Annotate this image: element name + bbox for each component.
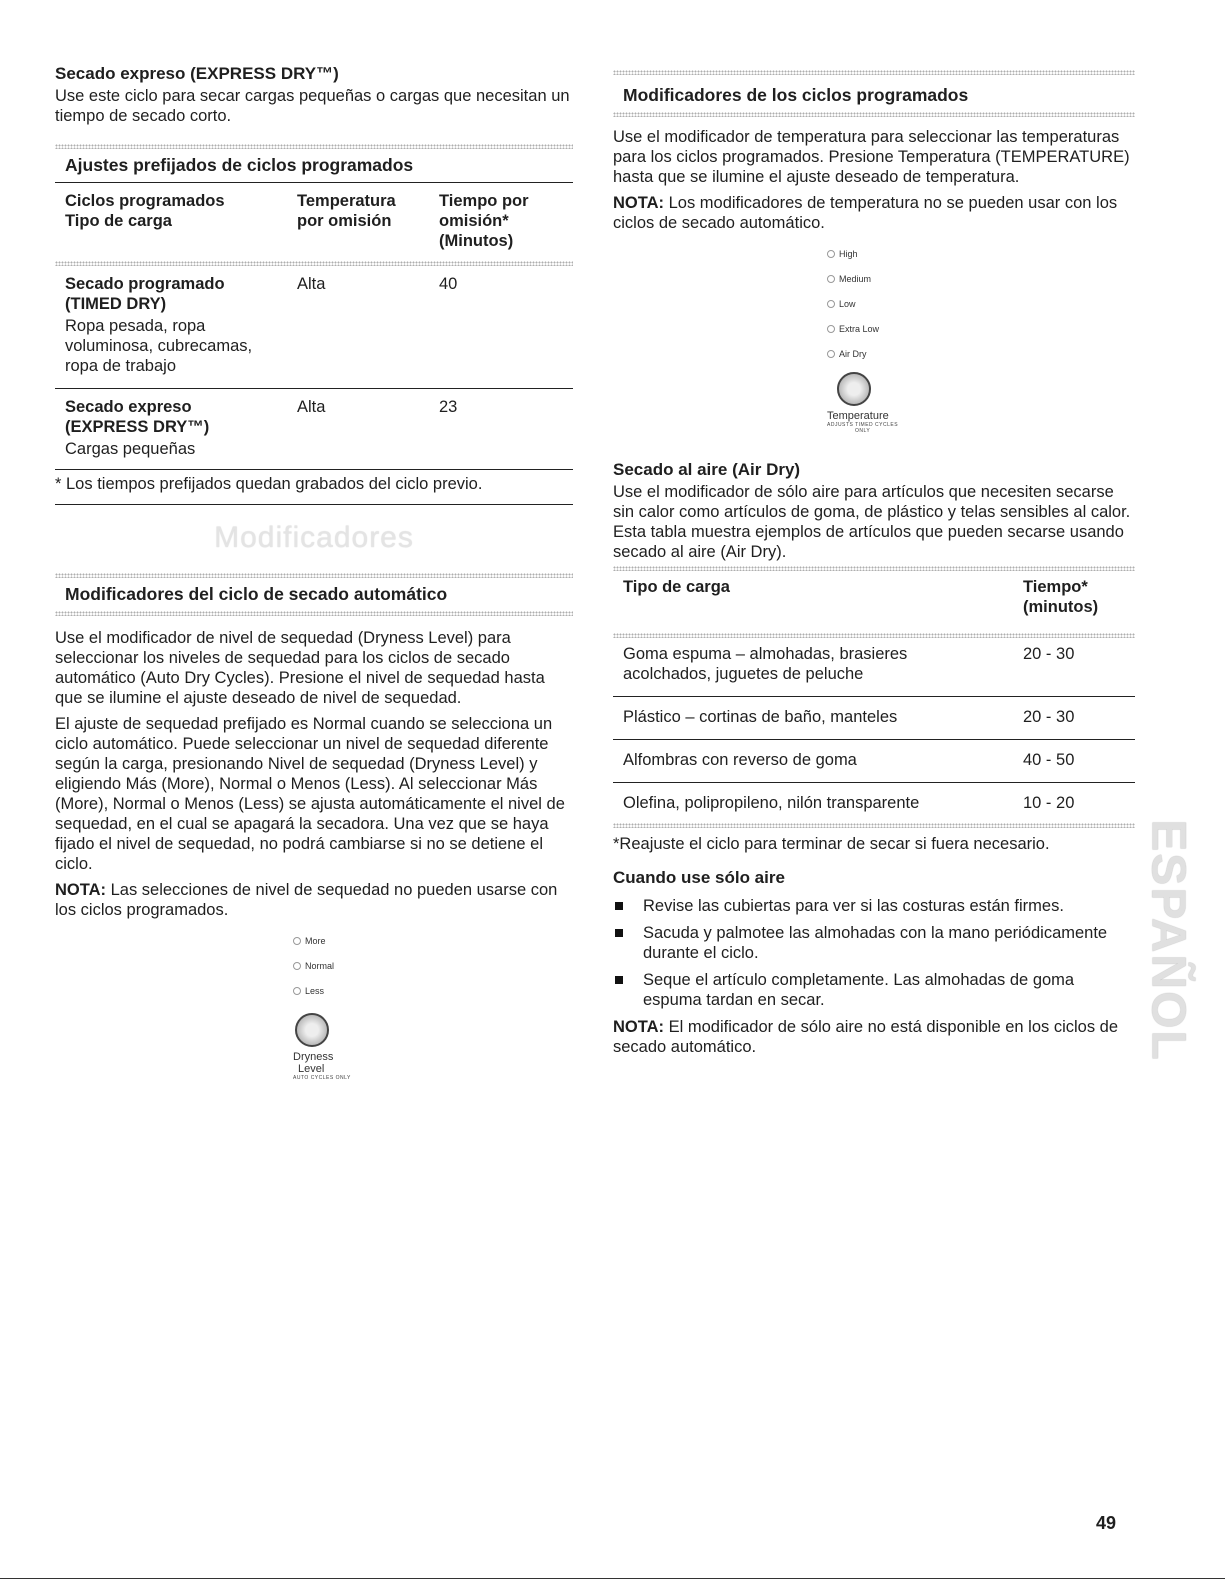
air-time: 20 - 30	[1023, 645, 1075, 663]
bottom-rule	[0, 1578, 1225, 1579]
air-load: Goma espuma – almohadas, brasieres acolchados, juguetes de peluche	[623, 645, 908, 683]
temp-option-high: High	[827, 247, 907, 272]
temp-option-extra-low: Extra Low	[827, 322, 907, 347]
note-text: El modificador de sólo aire no está disponible en los ciclos de secado automático.	[613, 1018, 1119, 1056]
table-row	[613, 644, 1135, 697]
list-item: Seque el artículo completamente. Las almohadas de goma espuma tardan en secar.	[613, 970, 1135, 1010]
dotted-divider	[613, 633, 1135, 638]
header-temperature: Temperatura	[297, 192, 396, 210]
air-only-title: Cuando use sólo aire	[613, 868, 785, 887]
air-dry-footnote: *Reajuste el ciclo para terminar de secar si fuera necesario.	[613, 835, 1050, 853]
language-side-tab: ESPAÑOL	[1141, 818, 1195, 1062]
temperature-sub-only: ONLY	[855, 428, 871, 434]
header-minutes: (Minutos)	[439, 232, 514, 250]
temperature-sub: ADJUSTS TIMED CYCLES	[827, 422, 899, 428]
indicator-light-icon	[293, 987, 301, 995]
dryness-knob-icon	[295, 1013, 329, 1047]
table-rule	[55, 182, 573, 183]
cycle-name: Secado programado	[65, 275, 225, 293]
air-time: 10 - 20	[1023, 794, 1075, 812]
table-row	[55, 397, 573, 459]
indicator-light-icon	[293, 962, 301, 970]
temperature-knob-icon	[837, 372, 871, 406]
cycle-name-en: (EXPRESS DRY™)	[65, 418, 210, 436]
presets-table-body-2	[55, 397, 573, 459]
note-label: NOTA:	[55, 881, 107, 899]
dryness-option-less: Less	[293, 984, 353, 1009]
temperature-control	[827, 247, 907, 434]
cycle-name: Secado expreso	[65, 398, 192, 416]
cycle-time: 23	[439, 398, 458, 416]
dryness-sub: AUTO CYCLES ONLY	[293, 1075, 351, 1081]
header-load-type: Tipo de carga	[65, 212, 172, 230]
indicator-light-icon	[827, 250, 835, 258]
presets-table	[55, 191, 573, 251]
table-row	[613, 740, 1135, 783]
left-column	[55, 64, 573, 1081]
header-cycles: Ciclos programados	[65, 192, 225, 210]
air-dry-table	[613, 577, 1135, 617]
cycle-name-en: (TIMED DRY)	[65, 295, 167, 313]
right-column	[613, 70, 1135, 1057]
table-rule	[55, 504, 573, 505]
list-item: Sacuda y palmotee las almohadas con la mano periódicamente durante el ciclo.	[613, 923, 1135, 963]
note-label: NOTA:	[613, 194, 665, 212]
dryness-label-level: Level	[298, 1063, 325, 1075]
dotted-divider	[613, 566, 1135, 571]
header-time: Tiempo por	[439, 192, 529, 210]
note-label: NOTA:	[613, 1018, 665, 1036]
air-load: Plástico – cortinas de baño, manteles	[623, 708, 898, 726]
auto-modifiers-p1: Use el modificador de nivel de sequedad (Dryness Level) para seleccionar los niveles de sequedad para los ciclos de secado automático (Auto Dry Cycles). Presione el nivel de sequedad hasta que se ilumine el ajuste deseado de nivel de sequedad.	[55, 629, 545, 707]
auto-modifiers-p2: El ajuste de sequedad prefijado es Normal cuando se selecciona un ciclo automático. Puede seleccionar un nivel de sequedad diferente según la carga, presionando Nivel de sequedad (Dryness Level) y eligiendo Más (More), Normal o Menos (Less). Al seleccionar Más (More), Normal o Menos (Less) se ajusta automáticamente el nivel de sequedad, en el cual se apagará la secadora. Una vez que se haya fijado el nivel de sequedad, no podrá cambiarse si no se detiene el ciclo.	[55, 715, 565, 873]
presets-table-title: Ajustes prefijados de ciclos programados	[65, 155, 414, 175]
cycle-time: 40	[439, 275, 458, 293]
dotted-divider	[55, 144, 573, 149]
table-row	[613, 697, 1135, 740]
dotted-divider	[55, 611, 573, 616]
header-load-type: Tipo de carga	[623, 578, 730, 596]
note-text: Los modificadores de temperatura no se pueden usar con los ciclos de secado automático.	[613, 194, 1118, 232]
air-only-note	[613, 1017, 1135, 1057]
air-time: 40 - 50	[1023, 751, 1075, 769]
temp-option-low: Low	[827, 297, 907, 322]
dryness-option-normal: Normal	[293, 959, 353, 984]
temp-option-air-dry: Air Dry	[827, 347, 907, 372]
temperature-label: Temperature	[827, 410, 889, 422]
air-dry-table-body	[613, 644, 1135, 823]
air-dry-text: Use el modificador de sólo aire para artículos que necesiten secarse sin calor como artículos de goma, de plástico y telas sensibles al calor. Esta tabla muestra ejemplos de artículos que pueden secarse usando secado al aire (Air Dry).	[613, 483, 1131, 561]
air-dry-title: Secado al aire (Air Dry)	[613, 460, 801, 479]
temp-option-medium: Medium	[827, 272, 907, 297]
air-load: Alfombras con reverso de goma	[623, 751, 857, 769]
table-row	[613, 783, 1135, 824]
dryness-option-more: More	[293, 934, 353, 959]
indicator-light-icon	[827, 350, 835, 358]
indicator-light-icon	[827, 275, 835, 283]
auto-modifiers-note	[55, 880, 573, 920]
cycle-temp: Alta	[297, 398, 326, 416]
table-rule	[55, 469, 573, 470]
dotted-divider	[613, 112, 1135, 117]
note-text: Las selecciones de nivel de sequedad no pueden usarse con los ciclos programados.	[55, 881, 558, 919]
indicator-light-icon	[293, 937, 301, 945]
timed-modifiers-note	[613, 193, 1135, 233]
dotted-divider	[55, 261, 573, 266]
air-time: 20 - 30	[1023, 708, 1075, 726]
table-row	[55, 274, 573, 376]
dotted-divider	[613, 823, 1135, 828]
express-dry-title: Secado expreso (EXPRESS DRY™)	[55, 64, 339, 83]
dotted-divider	[55, 573, 573, 578]
dotted-divider	[613, 70, 1135, 75]
air-load: Olefina, polipropileno, nilón transparente	[623, 794, 920, 812]
cycle-load: Cargas pequeñas	[65, 440, 196, 458]
air-only-list	[613, 896, 1135, 1010]
dryness-label: Dryness	[293, 1051, 334, 1063]
dryness-level-control	[293, 934, 353, 1081]
header-default: por omisión	[297, 212, 392, 230]
modifiers-heading: Modificadores	[214, 521, 414, 554]
presets-footnote: * Los tiempos prefijados quedan grabados del ciclo previo.	[55, 475, 483, 493]
table-header-row	[55, 191, 573, 251]
cycle-load: Ropa pesada, ropa voluminosa, cubrecamas, ropa de trabajo	[65, 317, 253, 375]
list-item: Revise las cubiertas para ver si las costuras están firmes.	[613, 896, 1135, 916]
header-minutes: (minutos)	[1023, 598, 1099, 616]
table-rule	[55, 388, 573, 389]
table-header-row	[613, 577, 1135, 617]
indicator-light-icon	[827, 325, 835, 333]
page-number: 49	[1096, 1513, 1117, 1533]
express-dry-text: Use este ciclo para secar cargas pequeñas o cargas que necesitan un tiempo de secado corto.	[55, 87, 570, 125]
presets-table-body	[55, 274, 573, 376]
timed-modifiers-title: Modificadores de los ciclos programados	[623, 85, 969, 105]
header-time-default: omisión*	[439, 212, 509, 230]
timed-modifiers-p1: Use el modificador de temperatura para seleccionar las temperaturas para los ciclos programados. Presione Temperatura (TEMPERATURE) hasta que se ilumine el ajuste deseado de temperatura.	[613, 128, 1130, 186]
auto-modifiers-title: Modificadores del ciclo de secado automático	[65, 584, 448, 604]
header-time: Tiempo*	[1023, 578, 1088, 596]
cycle-temp: Alta	[297, 275, 326, 293]
indicator-light-icon	[827, 300, 835, 308]
